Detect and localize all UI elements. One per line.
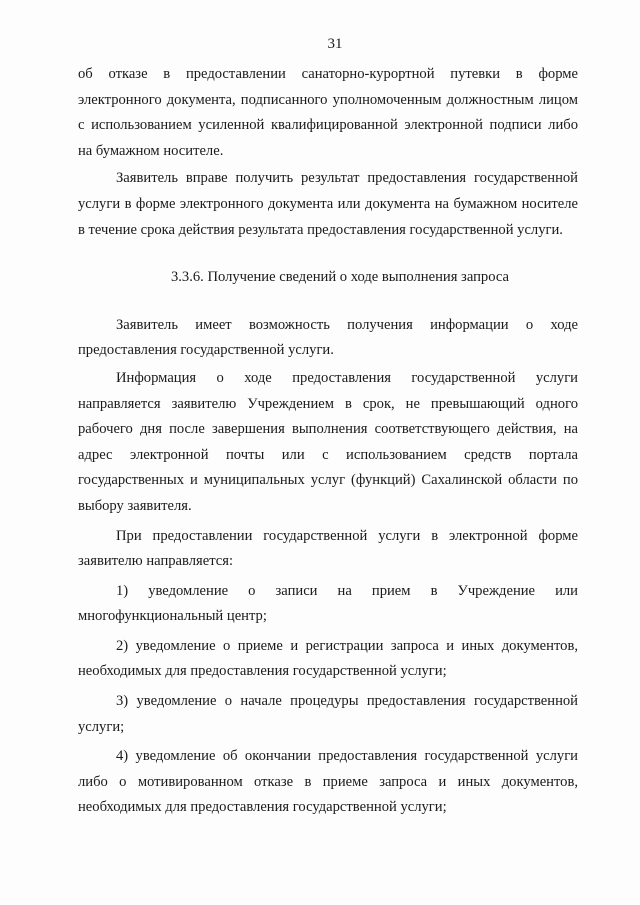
list-item-1: 1) уведомление о записи на прием в Учреждение или многофункциональный центр; xyxy=(78,582,578,625)
paragraph-info-possibility: Заявитель имеет возможность получения информации о ходе предоставления государственной услуги. xyxy=(78,316,578,359)
paragraph-result-receipt: Заявитель вправе получить результат предоставления государственной услуги в форме электронного документа или документа на бумажном носителе в течение срока действия результата предоставления государственной услуги. xyxy=(78,170,578,238)
page-number: 31 xyxy=(327,36,343,52)
list-item-2: 2) уведомление о приеме и регистрации запроса и иных документов, необходимых для предоставления государственной услуги; xyxy=(78,637,578,680)
list-item-4: 4) уведомление об окончании предоставления государственной услуги либо о мотивированном отказе в приеме запроса и иных документов, необходимых для предоставления государственной услуги; xyxy=(78,748,578,816)
paragraph-refusal-continuation: об отказе в предоставлении санаторно-курортной путевки в форме электронного документа, подписанного уполномоченным должностным лицом с использованием усиленной квалифицированной электронной подписи либо на бумажном носителе. xyxy=(78,66,578,159)
section-heading: 3.3.6. Получение сведений о ходе выполнения запроса xyxy=(170,269,510,286)
paragraph-info-delivery: Информация о ходе предоставления государственной услуги направляется заявителю Учреждением в срок, не превышающий одного рабочего дня после завершения выполнения соответствующего действия, на адрес электронной почты или с использованием средств портала государственных и муниципальных услуг (функций) Сахалинской области по выбору заявителя. xyxy=(78,369,578,514)
paragraph-electronic-form: При предоставлении государственной услуги в электронной форме заявителю направляется: xyxy=(78,527,578,570)
document-body xyxy=(78,62,578,821)
list-item-3: 3) уведомление о начале процедуры предоставления государственной услуги; xyxy=(78,693,578,735)
